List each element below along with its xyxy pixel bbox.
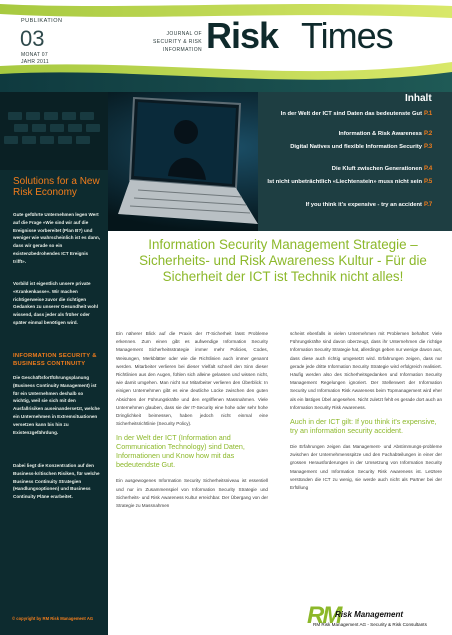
company-logo — [307, 604, 447, 632]
masthead — [0, 0, 452, 92]
logo-name: Risk Management — [335, 610, 404, 619]
toc-item[interactable] — [262, 202, 444, 216]
toc-item-page: P.4 — [424, 166, 433, 172]
toc-item-text: In der Welt der ICT sind Daten das bedeutenste Gut — [280, 111, 422, 117]
toc-item[interactable] — [262, 131, 444, 145]
toc-item-page: P.2 — [424, 131, 433, 137]
toc-item[interactable] — [262, 144, 444, 158]
toc-item-page: P.7 — [424, 202, 433, 208]
sidebar-photo — [0, 92, 108, 170]
toc-item-text: Ist nicht unbeträchtlich «Liechtenstein» muss nicht sein — [267, 179, 422, 185]
publication-number: 03 — [20, 26, 45, 51]
toc-item-text: Digital Natives und flexible Information Security — [290, 144, 422, 150]
pull-quote: Auch in der ICT gilt: If you think it's expensive, try an information security accident. — [290, 417, 437, 436]
sidebar-heading: Solutions for a New Risk Economy — [13, 176, 100, 198]
pull-quote: In der Welt der ICT (Information and Communication Technology) sind Daten, Informationen und Know how mit das bedeutendste Gut. — [116, 433, 245, 470]
article-paragraph: Ein näherer Blick auf die Praxis der IT-Sicherheit lässt Probleme erkennen. Zum einen gibt es aufwendige Information Security Management Sicherheitsstrategie immer mehr Policies, Codes, Weisungen, Merkblätter oder wie die Richtlinien auch immer genannt werden. Mitarbeiter verlieren bei dieser Vielfalt schnell den Sinn dieser Richtlinien aus den Augen, fühlen sich alleine gelassen und wissen nicht, wie damit umgehen. Man nicht nur Mitarbeiter verlieren den Überblick: In einigen Unternehmen gibt es eine deutliche Lücke zwischen den guten Absichten der Führungskräfte und den ergriffenen Massnahmen. Viele Unternehmen glauben, dass sie der IT-Security eine hohe oder sehr hohe Dringlichkeit beimessen, haben jedoch nicht einmal eine Sicherheitsrichtlinie (Security Policy). — [116, 331, 268, 427]
sidebar-subheading: INFORMATION SECURITY & BUSINESS CONTINUITY — [13, 353, 97, 367]
masthead-title-bold: Risk — [206, 15, 279, 56]
journal-tagline-3: INFORMATION — [162, 47, 202, 53]
sidebar-paragraph-1: Gute geführte Unternehmen legen Wert auf die Frage «Wie sind wir auf die Ereignisse vorbereitet (Plan B?) und weniger wie wahrscheinlich ist es dann, dass wir gerade so ein existenzbedrohendes ICT Ereignis trifft». — [13, 212, 101, 264]
toc-item-text: If you think it's expensive - try an accident — [305, 202, 422, 208]
copyright-notice: © copyright by RM Risk Management AG — [12, 616, 94, 621]
logo-tagline: RM Risk Management AG - Security & Risk Consultants — [313, 622, 427, 627]
article-column-1 — [116, 330, 268, 510]
article-column-2 — [290, 330, 442, 492]
masthead-title-light: Times — [301, 15, 393, 56]
sidebar-paragraph-3: Die Geschäftsfortführungsplanung (Business Continuity Management) ist für ein Unternehmen deshalb so wichtig, weil sie sich mit den Ausfallrisiken auseinandersetzt, welche ein Unternehmen in Extremsituationen versetzen kann bis hin zu Existenzgefährdung. — [13, 375, 100, 435]
sidebar-paragraph-2: Vorbild ist eigentlich unsere private «Krankenkasse». Wir machen richtigerweise zuvor die richtigen Gedanken zu unserer Gesundheit wohl wissend, dass jeder als früher oder später einmal benötigen wird. — [13, 281, 99, 325]
toc-item-page: P.1 — [424, 111, 433, 117]
keyboard-image — [0, 92, 108, 170]
sidebar — [0, 92, 108, 635]
article-paragraph: Die Erfahrungen zeigen das Management- und Abstimmungs-probleme zwischen der Unternehmensspitze und den Fachabteilungen in einer der grossen Herausforderungen in der Umsetzung von Information Security Management und Information Security Risk Awareness ist. Letztere verstünden die ICT zu wenig, sie werde auch nicht als Partner bei der Erfüllung — [290, 444, 442, 491]
publication-date — [21, 52, 49, 65]
journal-tagline-1: JOURNAL OF — [166, 31, 202, 37]
article-paragraph: Ein ausgewogenes Information Security Sicherheitsniveau ist essentiell und nur im Zusammenspiel von Information Security Strategie und Sicherheits- und Risk Awareness Kultur erreichbar. Der Übergang von der Strategie zu Massnahmen — [116, 478, 268, 509]
logo-mark: RM — [307, 602, 341, 629]
article-paragraph: scheint ebenfalls in vielen Unternehmen mit Problemen behaftet: Viele Führungskräfte sind davon überzeugt, dass ihr Unternehmen die richtige Information Security Strategie hat, allerdings geben nur wenige davon aus, dass diese auch richtig umgesetzt wird. Erfahrungen zeigen, dass nur gerade jede dritte Information Security Strategie wird erfolgreich realisiert. Häufig werden also des Sicherheitsgedanken und Information Security Management Regelungen ignoriert. Der Stellenwert der Information Security und Information Risk Awareness beim Topmanagement wird eher als ein lästiges Übel angesehen. Nicht zuletzt fehlt es gerade dort auch an Information Security Risk Awareness. — [290, 331, 442, 410]
toc-item-text: Die Kluft zwischen Generationen — [331, 166, 422, 172]
toc-item[interactable] — [262, 111, 444, 125]
journal-tagline-2: SECURITY & RISK — [153, 39, 202, 45]
article-title: Information Security Management Strategie – Sicherheits- und Risk Awareness Kultur - Für die Sicherheit der ICT ist Technik nicht alles! — [139, 237, 427, 284]
toc-title: Inhalt — [405, 93, 432, 104]
toc-item[interactable] — [262, 179, 444, 193]
toc-item-page: P.5 — [424, 179, 433, 185]
publication-label: PUBLIKATION — [21, 18, 63, 24]
sidebar-paragraph-4: Dabei liegt die Konzentration auf den Business-kritischen Risiken, für welche Business Continuity Strategien (Handlungsoptionen) und Business Continuity Pläne erarbeitet. — [13, 463, 100, 500]
publication-month: MONAT 07 — [21, 52, 48, 58]
toc-item-page: P.3 — [424, 144, 433, 150]
toc-item-text: Information & Risk Awareness — [338, 131, 422, 137]
publication-year: JAHR 2011 — [21, 58, 49, 65]
toc-item[interactable] — [262, 166, 444, 180]
